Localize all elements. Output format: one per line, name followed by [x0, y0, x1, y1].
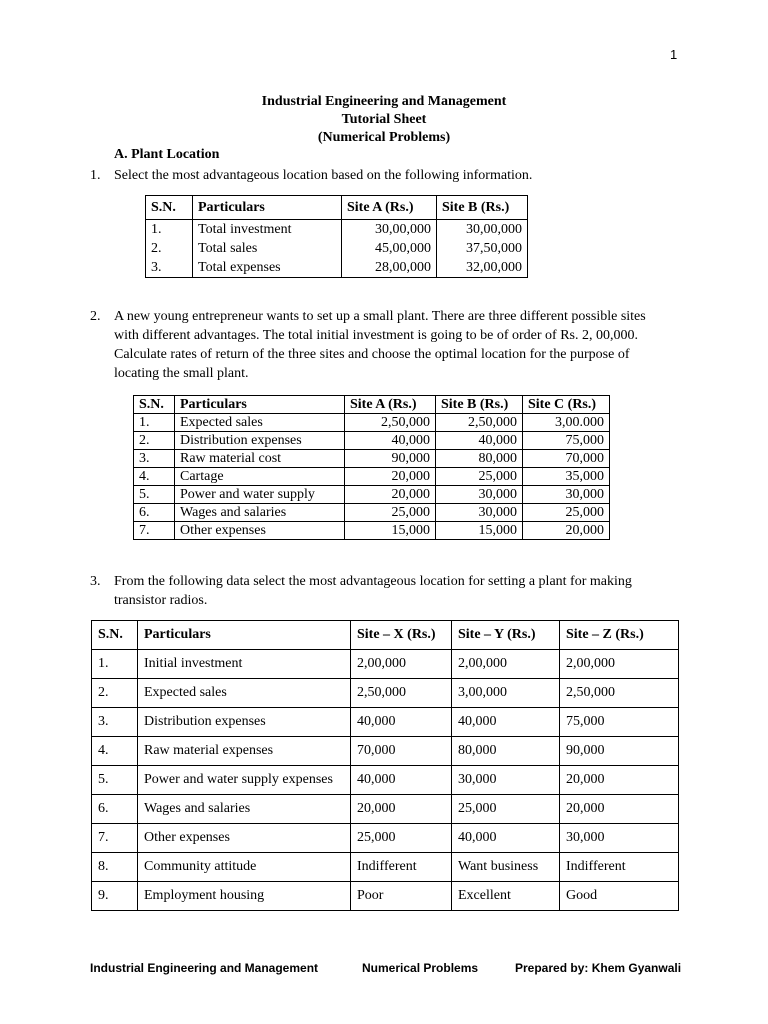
cell: 40,000 [436, 432, 523, 450]
cell: 40,000 [452, 708, 560, 737]
cell: 30,00,000 [342, 220, 437, 240]
question-number: 3. [90, 574, 101, 589]
cell: Total investment [193, 220, 342, 240]
question-3 [90, 572, 730, 612]
table-row [92, 766, 679, 795]
cell: 70,000 [351, 737, 452, 766]
cell: 80,000 [436, 450, 523, 468]
cell: 15,000 [345, 522, 436, 540]
cell: 40,000 [351, 766, 452, 795]
cell: 90,000 [560, 737, 679, 766]
cell: 25,000 [351, 824, 452, 853]
table-row [146, 239, 528, 258]
column-header: S.N. [146, 196, 193, 220]
cell: 40,000 [345, 432, 436, 450]
question-text-line: Calculate rates of return of the three sites and choose the optimal location for the purpose of [114, 347, 630, 362]
cell: 2. [146, 239, 193, 258]
cell: Employment housing [138, 882, 351, 911]
cell: 3,00.000 [523, 414, 610, 432]
column-header: Site – Z (Rs.) [560, 621, 679, 650]
cell: Excellent [452, 882, 560, 911]
cell: 25,000 [523, 504, 610, 522]
cell: 3,00,000 [452, 679, 560, 708]
table-row [134, 468, 610, 486]
cell: 2. [92, 679, 138, 708]
column-header: Site B (Rs.) [436, 396, 523, 414]
cell: 7. [92, 824, 138, 853]
cell: 4. [92, 737, 138, 766]
cell: 20,000 [345, 468, 436, 486]
cell: 5. [92, 766, 138, 795]
cell: 7. [134, 522, 175, 540]
cell: Power and water supply expenses [138, 766, 351, 795]
column-header: Site – Y (Rs.) [452, 621, 560, 650]
footer-center: Numerical Problems [362, 961, 479, 975]
cell: 75,000 [523, 432, 610, 450]
cell: 30,000 [523, 486, 610, 504]
cell: 35,000 [523, 468, 610, 486]
cell: 75,000 [560, 708, 679, 737]
table-row [92, 737, 679, 766]
cell: 37,50,000 [437, 239, 528, 258]
cell: 25,000 [345, 504, 436, 522]
cell: 20,000 [560, 795, 679, 824]
cell: 2,00,000 [351, 650, 452, 679]
column-header: Site A (Rs.) [342, 196, 437, 220]
cell: Total sales [193, 239, 342, 258]
cell: Cartage [175, 468, 345, 486]
cell: Community attitude [138, 853, 351, 882]
column-header: Site C (Rs.) [523, 396, 610, 414]
cell: 2,00,000 [452, 650, 560, 679]
cell: 2. [134, 432, 175, 450]
cell: 6. [134, 504, 175, 522]
question-2 [90, 307, 730, 387]
cell: 20,000 [523, 522, 610, 540]
cell: 70,000 [523, 450, 610, 468]
cell: Other expenses [175, 522, 345, 540]
cell: 2,00,000 [560, 650, 679, 679]
cell: 30,000 [436, 486, 523, 504]
document-subtitle-2: (Numerical Problems) [317, 130, 451, 145]
page-number: 1 [670, 47, 678, 62]
cell: 40,000 [452, 824, 560, 853]
column-header: Site – X (Rs.) [351, 621, 452, 650]
cell: 3. [146, 258, 193, 278]
cell: 2,50,000 [560, 679, 679, 708]
question-text-line: locating the small plant. [114, 366, 249, 381]
table-row [92, 650, 679, 679]
cell: Want business [452, 853, 560, 882]
cell: 45,00,000 [342, 239, 437, 258]
table-row [146, 258, 528, 278]
question-text-line: A new young entrepreneur wants to set up a small plant. There are three different possible sites [114, 309, 646, 324]
cell: Expected sales [138, 679, 351, 708]
cell: 20,000 [560, 766, 679, 795]
table-row [92, 824, 679, 853]
document-subtitle: Tutorial Sheet [341, 112, 427, 127]
table-row [92, 708, 679, 737]
column-header: Site B (Rs.) [437, 196, 528, 220]
table-row [134, 432, 610, 450]
document-title: Industrial Engineering and Management [261, 94, 507, 109]
cell: Poor [351, 882, 452, 911]
cell: 5. [134, 486, 175, 504]
cell: 25,000 [452, 795, 560, 824]
table-2 [133, 395, 610, 540]
cell: 20,000 [345, 486, 436, 504]
question-text: Select the most advantageous location based on the following information. [114, 168, 533, 183]
cell: 90,000 [345, 450, 436, 468]
question-1 [90, 166, 730, 186]
cell: 1. [92, 650, 138, 679]
cell: Indifferent [560, 853, 679, 882]
footer-left: Industrial Engineering and Management [90, 961, 319, 975]
cell: 25,000 [436, 468, 523, 486]
cell: Good [560, 882, 679, 911]
question-text-line: with different advantages. The total initial investment is going to be of order of Rs. 2, 00,000. [114, 328, 638, 343]
cell: 28,00,000 [342, 258, 437, 278]
cell: Power and water supply [175, 486, 345, 504]
cell: 15,000 [436, 522, 523, 540]
table-row [134, 504, 610, 522]
cell: 6. [92, 795, 138, 824]
column-header: Particulars [138, 621, 351, 650]
question-text-line: From the following data select the most advantageous location for setting a plant for making [114, 574, 632, 589]
cell: Other expenses [138, 824, 351, 853]
cell: Distribution expenses [175, 432, 345, 450]
table-row [134, 486, 610, 504]
cell: 2,50,000 [351, 679, 452, 708]
table-row [92, 882, 679, 911]
cell: Total expenses [193, 258, 342, 278]
question-text-line: transistor radios. [114, 593, 208, 608]
question-number: 1. [90, 168, 101, 183]
cell: 3. [92, 708, 138, 737]
cell: 30,000 [436, 504, 523, 522]
cell: 1. [134, 414, 175, 432]
cell: Initial investment [138, 650, 351, 679]
cell: 30,000 [560, 824, 679, 853]
question-number: 2. [90, 309, 101, 324]
cell: 20,000 [351, 795, 452, 824]
cell: 80,000 [452, 737, 560, 766]
cell: Wages and salaries [175, 504, 345, 522]
table-1 [145, 195, 528, 278]
column-header: S.N. [92, 621, 138, 650]
cell: 8. [92, 853, 138, 882]
table-row [92, 679, 679, 708]
section-heading: A. Plant Location [114, 147, 220, 162]
cell: Wages and salaries [138, 795, 351, 824]
cell: Expected sales [175, 414, 345, 432]
footer-right: Prepared by: Khem Gyanwali [515, 961, 682, 975]
cell: 30,000 [452, 766, 560, 795]
table-row [134, 522, 610, 540]
column-header: S.N. [134, 396, 175, 414]
cell: Raw material expenses [138, 737, 351, 766]
cell: 4. [134, 468, 175, 486]
cell: Raw material cost [175, 450, 345, 468]
column-header: Site A (Rs.) [345, 396, 436, 414]
table-row [92, 853, 679, 882]
cell: Indifferent [351, 853, 452, 882]
table-row [134, 414, 610, 432]
table-3 [91, 620, 679, 911]
cell: 30,00,000 [437, 220, 528, 240]
column-header: Particulars [175, 396, 345, 414]
table-row [92, 795, 679, 824]
cell: 2,50,000 [345, 414, 436, 432]
table-row [134, 450, 610, 468]
cell: 32,00,000 [437, 258, 528, 278]
cell: 9. [92, 882, 138, 911]
cell: Distribution expenses [138, 708, 351, 737]
table-row [146, 220, 528, 240]
cell: 2,50,000 [436, 414, 523, 432]
cell: 1. [146, 220, 193, 240]
column-header: Particulars [193, 196, 342, 220]
cell: 3. [134, 450, 175, 468]
cell: 40,000 [351, 708, 452, 737]
